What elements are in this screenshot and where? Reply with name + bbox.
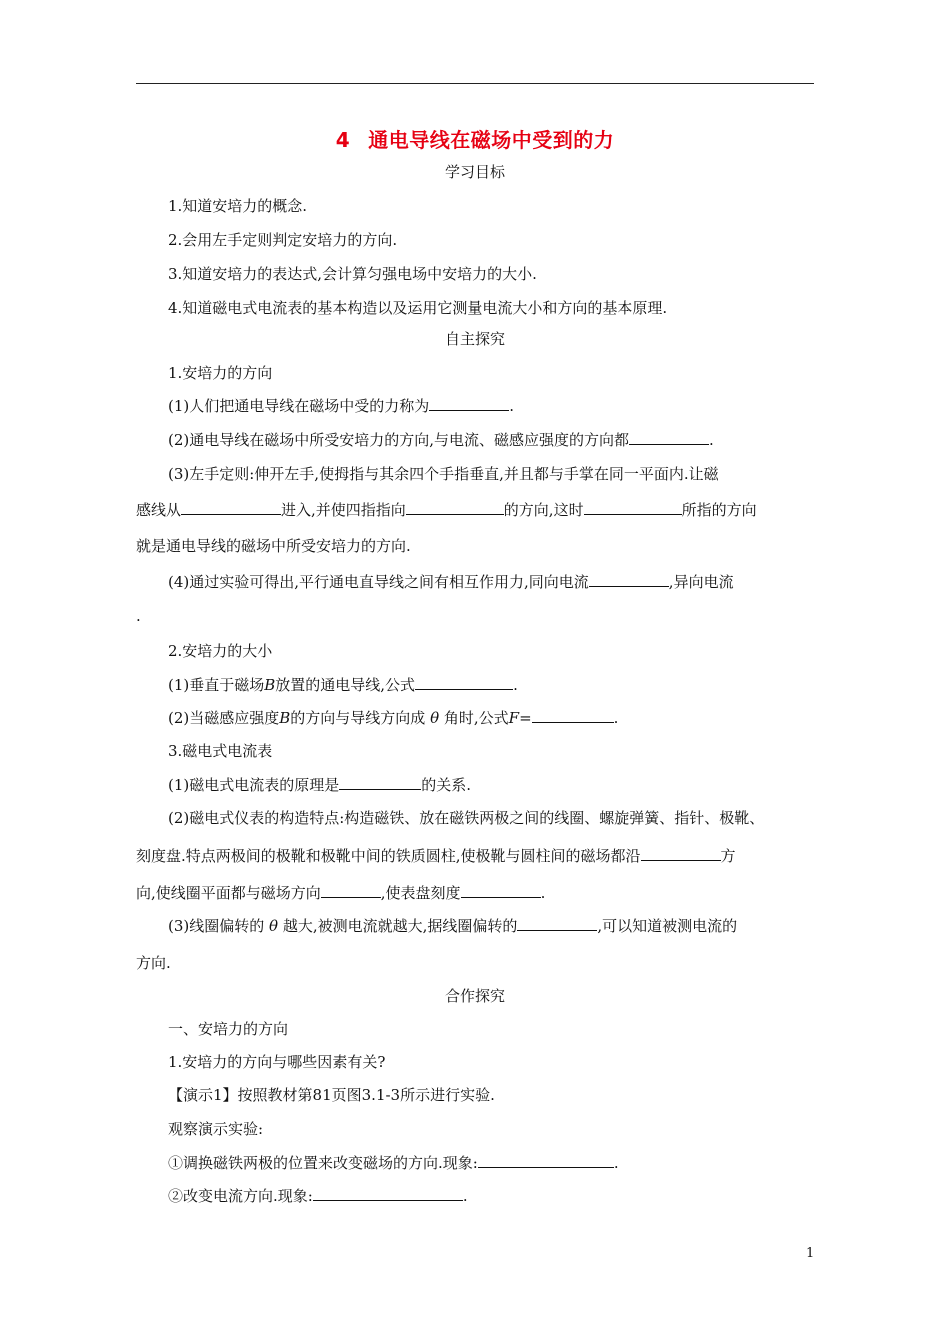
answer-blank[interactable] bbox=[313, 1186, 463, 1201]
page-number: 1 bbox=[806, 1246, 815, 1261]
answer-blank[interactable] bbox=[589, 572, 669, 587]
question-1-3-line-3: 就是通电导线的磁场中所受安培力的方向. bbox=[136, 537, 411, 555]
question-3-2-line-2: 刻度盘.特点两极间的极靴和极靴中间的铁质圆柱,使极靴与圆柱间的磁场都沿 方 bbox=[136, 847, 736, 865]
objective-2: 2.会用左手定则判定安培力的方向. bbox=[168, 231, 398, 249]
observation-2: ②改变电流方向.现象: . bbox=[168, 1187, 468, 1205]
page-title bbox=[136, 124, 814, 153]
subheading-ampere-magnitude: 2.安培力的大小 bbox=[168, 642, 273, 660]
observation-1: ①调换磁铁两极的位置来改变磁场的方向.现象: . bbox=[168, 1154, 619, 1172]
answer-blank[interactable] bbox=[461, 883, 541, 898]
question-1-1: (1)人们把通电导线在磁场中受的力称为 . bbox=[168, 397, 515, 415]
title-text: 通电导线在磁场中受到的力 bbox=[368, 128, 615, 152]
answer-blank[interactable] bbox=[478, 1153, 614, 1168]
answer-blank[interactable] bbox=[415, 675, 513, 690]
question-1-4: (4)通过实验可得出,平行通电直导线之间有相互作用力,同向电流 ,异向电流 bbox=[168, 573, 734, 591]
answer-blank[interactable] bbox=[339, 775, 421, 790]
title-number: 4 bbox=[335, 128, 351, 152]
objective-1: 1.知道安培力的概念. bbox=[168, 197, 308, 215]
section-heading-cooperative: 合作探究 bbox=[444, 987, 505, 1005]
answer-blank[interactable] bbox=[629, 430, 709, 445]
subheading-galvanometer: 3.磁电式电流表 bbox=[168, 742, 273, 760]
section-heading-self-study: 自主探究 bbox=[444, 330, 505, 348]
answer-blank[interactable] bbox=[584, 500, 682, 515]
coop-question-1: 1.安培力的方向与哪些因素有关? bbox=[168, 1053, 386, 1071]
question-3-3-line-2: 方向. bbox=[136, 954, 171, 972]
question-3-3-line-1: (3)线圈偏转的 θ 越大,被测电流就越大,据线圈偏转的 ,可以知道被测电流的 bbox=[168, 917, 738, 935]
answer-blank[interactable] bbox=[181, 500, 281, 515]
question-1-3-line-2: 感线从 进入,并使四指指向 的方向,这时 所指的方向 bbox=[136, 501, 757, 519]
answer-blank[interactable] bbox=[517, 916, 597, 931]
answer-blank[interactable] bbox=[406, 500, 504, 515]
question-3-2-line-3: 向,使线圈平面都与磁场方向 ,使表盘刻度 . bbox=[136, 884, 546, 902]
question-1-2: (2)通电导线在磁场中所受安培力的方向,与电流、磁感应强度的方向都 . bbox=[168, 431, 714, 449]
demo-1: 【演示1】按照教材第81页图3.1-3所示进行实验. bbox=[168, 1086, 495, 1104]
question-1-4-blank-2: . bbox=[136, 607, 141, 625]
objective-3: 3.知道安培力的表达式,会计算匀强电场中安培力的大小. bbox=[168, 265, 537, 283]
answer-blank[interactable] bbox=[321, 883, 381, 898]
answer-blank[interactable] bbox=[429, 396, 509, 411]
observe-heading: 观察演示实验: bbox=[168, 1120, 264, 1138]
section-heading-objectives: 学习目标 bbox=[444, 163, 505, 181]
question-3-1: (1)磁电式电流表的原理是 的关系. bbox=[168, 776, 472, 794]
question-2-2: (2)当磁感应强度B的方向与导线方向成 θ 角时,公式F= . bbox=[168, 709, 619, 727]
objective-4: 4.知道磁电式电流表的基本构造以及运用它测量电流大小和方向的基本原理. bbox=[168, 299, 668, 317]
question-3-2-line-1: (2)磁电式仪表的构造特点:构造磁铁、放在磁铁两极之间的线圈、螺旋弹簧、指针、极靴、 bbox=[168, 809, 765, 827]
header-rule bbox=[136, 83, 814, 84]
answer-blank[interactable] bbox=[641, 846, 721, 861]
subheading-coop-direction: 一、安培力的方向 bbox=[168, 1020, 289, 1038]
question-2-1: (1)垂直于磁场B放置的通电导线,公式 . bbox=[168, 676, 518, 694]
question-1-3-line-1: (3)左手定则:伸开左手,使拇指与其余四个手指垂直,并且都与手掌在同一平面内.让磁 bbox=[168, 465, 719, 483]
answer-blank[interactable] bbox=[532, 708, 614, 723]
subheading-ampere-direction: 1.安培力的方向 bbox=[168, 364, 273, 382]
